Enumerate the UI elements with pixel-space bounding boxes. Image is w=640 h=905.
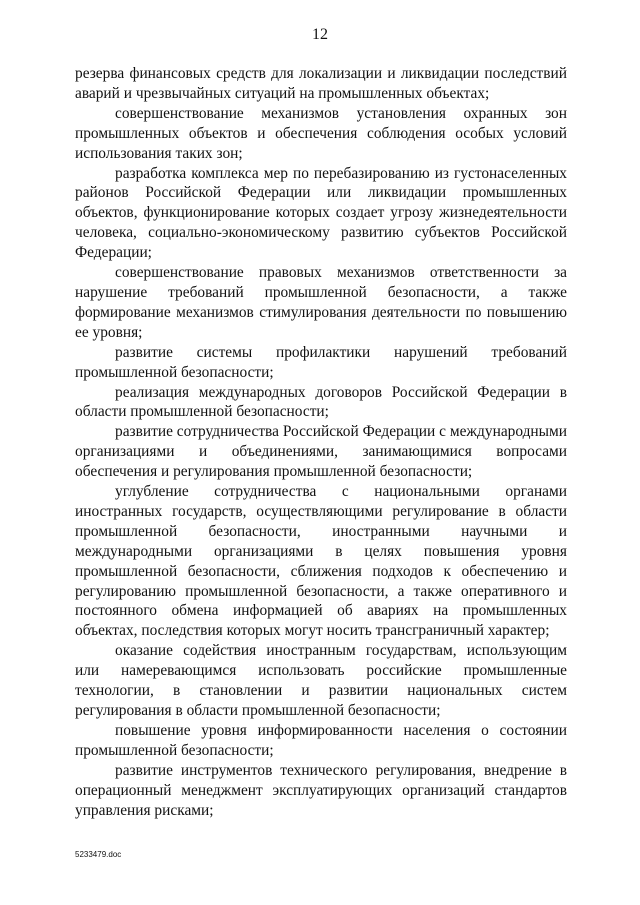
page-number: 12 [312,26,328,43]
paragraph: оказание содействия иностранным государствам, использующим или намеревающимся использовать российские промышленные технологии, в становлении и развитии национальных систем регулирования в области промышленной безопасности; [75,642,567,719]
paragraph: повышение уровня информированности населения о состоянии промышленной безопасности; [75,721,567,759]
paragraph-continuation: резерва финансовых средств для локализации и ликвидации последствий аварий и чрезвычайных ситуаций на промышленных объектах; [75,65,567,102]
paragraph: развитие сотрудничества Российской Федерации с международными организациями и объединениями, занимающимися вопросами обеспечения и регулирования промышленной безопасности; [75,423,567,481]
paragraph: развитие инструментов технического регулирования, внедрение в операционный менеджмент эксплуатирующих организаций стандартов управления рисками; [75,761,567,819]
body-text [75,64,567,820]
paragraph: совершенствование правовых механизмов ответственности за нарушение требований промышленной безопасности, а также формирование механизмов стимулирования деятельности по повышению ее уровня; [75,264,567,341]
paragraph: разработка комплекса мер по перебазированию из густонаселенных районов Российской Федерации или ликвидации промышленных объектов, функционирование которых создает угрозу жизнедеятельности человека, социально-экономическому развитию субъектов Российской Федерации; [75,164,567,262]
paragraph: совершенствование механизмов установления охранных зон промышленных объектов и обеспечения соблюдения особых условий использования таких зон; [75,104,567,162]
paragraph: углубление сотрудничества с национальными органами иностранных государств, осуществляющими регулирование в области промышленной безопасности, иностранными научными и международными организациями в целях повышения уровня промышленной безопасности, сближения подходов к обеспечению и регулированию промышленной безопасности, а также оперативного и постоянного обмена информацией об авариях на промышленных объектах, последствия которых могут носить трансграничный характер; [75,483,567,640]
paragraph: реализация международных договоров Российской Федерации в области промышленной безопасности; [75,383,567,421]
footer-file-name: 5233479.doc [75,850,122,859]
paragraph: развитие системы профилактики нарушений требований промышленной безопасности; [75,343,567,381]
